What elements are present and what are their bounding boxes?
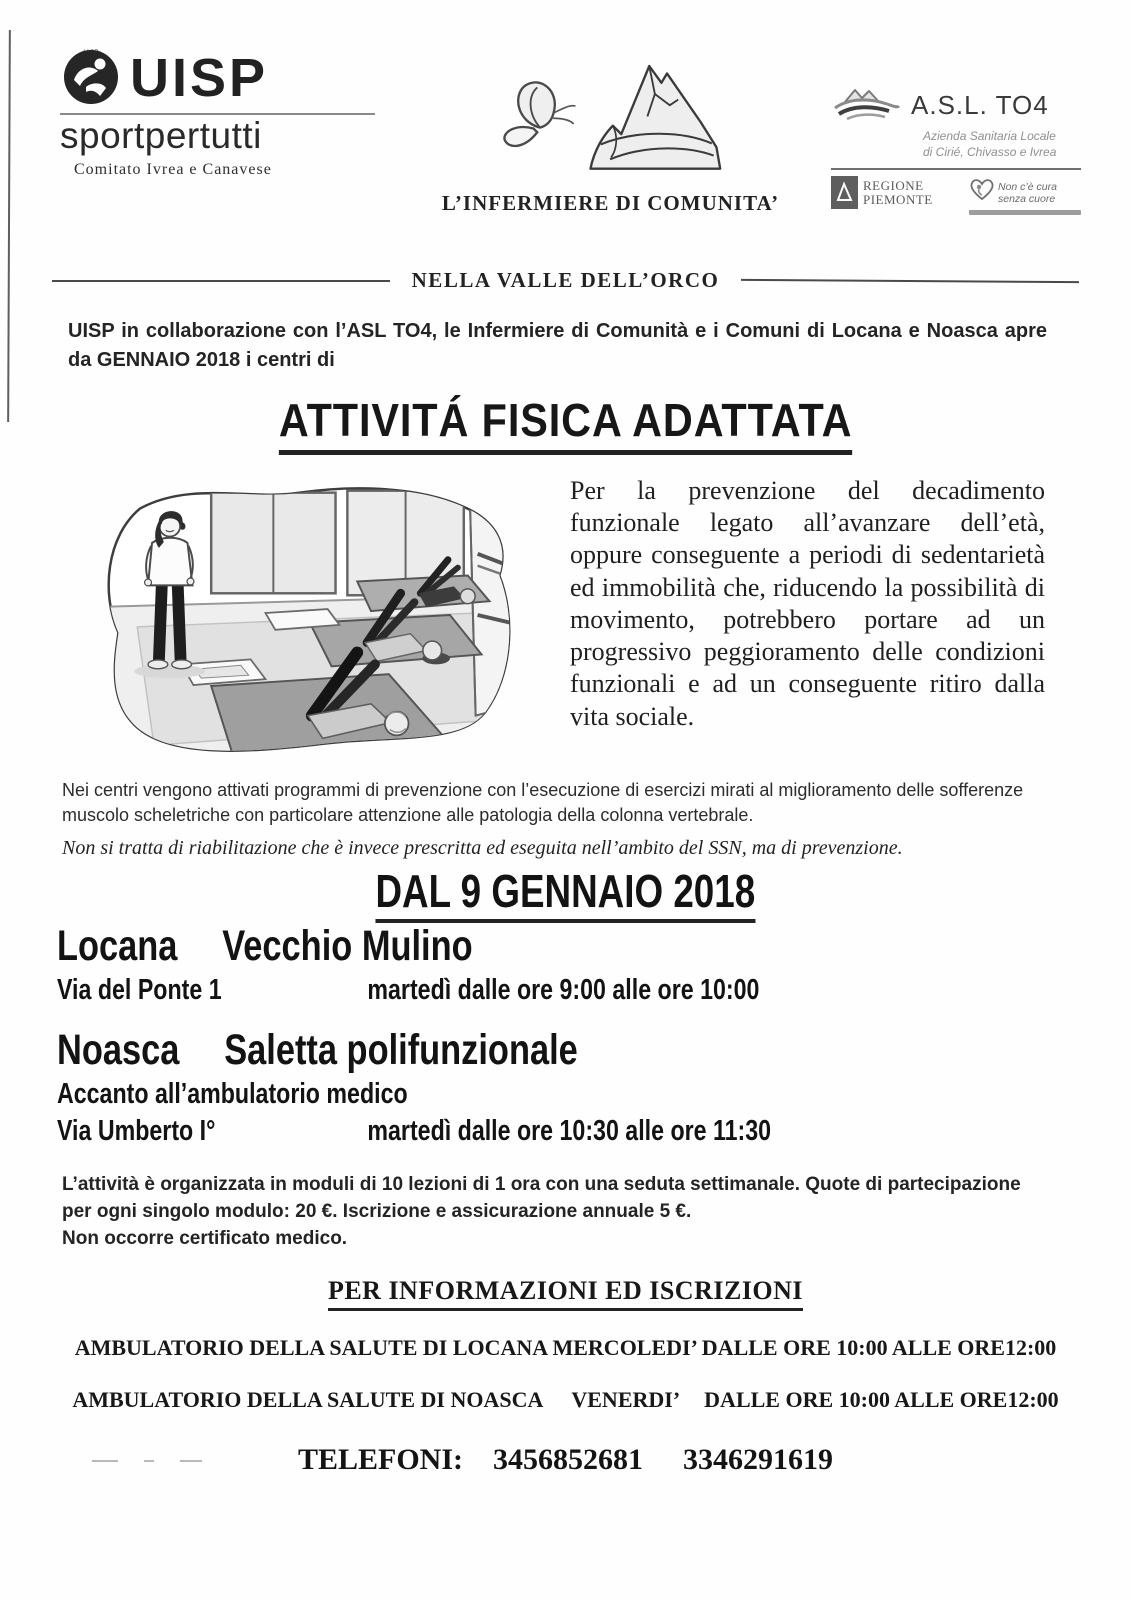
noasca-note: Accanto all’ambulatorio medico bbox=[57, 1077, 408, 1110]
asl-bottom-row bbox=[831, 176, 1081, 215]
heart-logo-small-print-bar bbox=[969, 210, 1081, 215]
locana-schedule-row bbox=[0, 973, 1131, 1008]
locana-address: Via del Ponte 1 bbox=[57, 973, 222, 1006]
locana-heading bbox=[0, 923, 1131, 970]
locana-venue: Vecchio Mulino bbox=[222, 922, 473, 971]
start-date-row bbox=[0, 864, 1131, 923]
illustration-section bbox=[0, 467, 1131, 768]
ambulatorio-noasca-day: VENERDI’ bbox=[571, 1387, 681, 1413]
noasca-heading bbox=[0, 1027, 1131, 1074]
ambulatorio-locana-line: AMBULATORIO DELLA SALUTE DI LOCANA MERCOLEDI’ DALLE ORE 10:00 ALLE ORE12:00 bbox=[74, 1335, 1057, 1361]
title-row bbox=[0, 393, 1131, 455]
heart-motto: Non c’è cura senza cuore bbox=[998, 180, 1057, 205]
ambulatorio-noasca-hours: DALLE ORE 10:00 ALLE ORE12:00 bbox=[704, 1387, 1059, 1413]
regione-piemonte-logo bbox=[831, 176, 933, 214]
uisp-logo-block bbox=[60, 44, 390, 179]
butterfly-mountain-icon bbox=[461, 165, 761, 182]
details-line2: Non occorre certificato medico. bbox=[62, 1227, 348, 1249]
uisp-athlete-icon bbox=[60, 44, 122, 111]
header bbox=[0, 0, 1131, 242]
locana-schedule: martedì dalle ore 9:00 alle ore 10:00 bbox=[367, 973, 760, 1006]
noasca-venue: Saletta polifunzionale bbox=[224, 1026, 578, 1075]
locana-town: Locana bbox=[57, 922, 178, 971]
noasca-schedule: martedì dalle ore 10:30 alle ore 11:30 bbox=[367, 1114, 772, 1147]
asl-logo-row bbox=[831, 84, 1081, 127]
asl-mountain-icon bbox=[831, 84, 901, 127]
heart-icon bbox=[969, 178, 995, 207]
programs-paragraph: Nei centri vengono attivati programmi di prevenzione con l’esecuzione di esercizi mirati al miglioramento delle sofferenze muscolo scheletriche con particolare attenzione alle patologia della colonna vertebrale. bbox=[62, 780, 1024, 826]
phones-row bbox=[0, 1443, 1131, 1477]
intro-paragraph: UISP in collaborazione con l’ASL TO4, le Infermiere di Comunità e i Comuni di Locana e Noasca apre da GENNAIO 2018 i centri di bbox=[68, 320, 1047, 371]
note-paragraph: Non si tratta di riabilitazione che è invece prescritta ed eseguita nell’ambito del SSN, ma di prevenzione. bbox=[62, 837, 903, 860]
regione-piemonte-text: REGIONE PIEMONTE bbox=[863, 178, 933, 208]
description-paragraph: Per la prevenzione del decadimento funzionale legato all’avanzare dell’età, oppure conseguente a periodi di sedentarietà ed immobilità che, riducendo la possibilità di movimento, potrebbero portare ad un progressivo peggioramento delle condizioni funzionali e ad un conseguente ritiro dalla vita sociale. bbox=[570, 476, 1045, 731]
asl-block bbox=[831, 84, 1081, 215]
details-paragraph: L’attività è organizzata in moduli di 10 lezioni di 1 ora con una seduta settimanale. Quote di partecipazione per ogni singolo modulo: 20 €. Iscrizione e assicurazione annuale 5 €. bbox=[62, 1174, 1021, 1222]
phone-number-1: 3456852681 bbox=[493, 1443, 644, 1477]
exercise-illustration bbox=[55, 467, 545, 768]
asl-subtitle-2: di Cirié, Chivasso e Ivrea bbox=[923, 144, 1057, 159]
community-nurse-logo-block bbox=[436, 38, 786, 216]
noasca-town: Noasca bbox=[57, 1026, 180, 1075]
details-section bbox=[0, 1172, 1131, 1252]
scan-pencil-marks bbox=[92, 1452, 242, 1458]
noasca-address: Via Umberto I° bbox=[57, 1114, 216, 1147]
ambulatorio-noasca-place: AMBULATORIO DELLA SALUTE DI NOASCA bbox=[72, 1387, 544, 1413]
noasca-schedule-row bbox=[0, 1114, 1131, 1149]
phones-label: TELEFONI: bbox=[297, 1443, 464, 1477]
svg-text:UISP: UISP bbox=[83, 49, 99, 56]
asl-subtitle-1: Azienda Sanitaria Locale bbox=[923, 129, 1056, 143]
asl-name: A.S.L. TO4 bbox=[911, 90, 1049, 120]
uisp-logo-row bbox=[60, 44, 390, 111]
uisp-tagline: sportpertutti bbox=[60, 115, 262, 156]
valle-row bbox=[0, 268, 1131, 293]
community-nurse-title: L’INFERMIERE DI COMUNITA’ bbox=[441, 191, 780, 215]
heart-logo-block bbox=[969, 178, 1081, 215]
ambulatorio-noasca-line bbox=[0, 1387, 1131, 1413]
uisp-brand-text: UISP bbox=[130, 47, 269, 108]
info-heading: PER INFORMAZIONI ED ISCRIZIONI bbox=[328, 1276, 803, 1311]
page-title: ATTIVITÁ FISICA ADATTATA bbox=[279, 393, 853, 455]
asl-divider bbox=[831, 168, 1081, 170]
start-date: DAL 9 GENNAIO 2018 bbox=[376, 864, 756, 923]
uisp-committee: Comitato Ivrea e Canavese bbox=[74, 161, 272, 178]
community-nurse-subtitle: NELLA VALLE DELL’ORCO bbox=[411, 268, 720, 292]
regione-piemonte-icon bbox=[831, 176, 858, 214]
phone-number-2: 3346291619 bbox=[683, 1443, 834, 1477]
right-rule bbox=[741, 278, 1079, 282]
noasca-note-row bbox=[0, 1077, 1131, 1112]
left-rule bbox=[52, 280, 390, 282]
info-heading-row bbox=[0, 1276, 1131, 1311]
